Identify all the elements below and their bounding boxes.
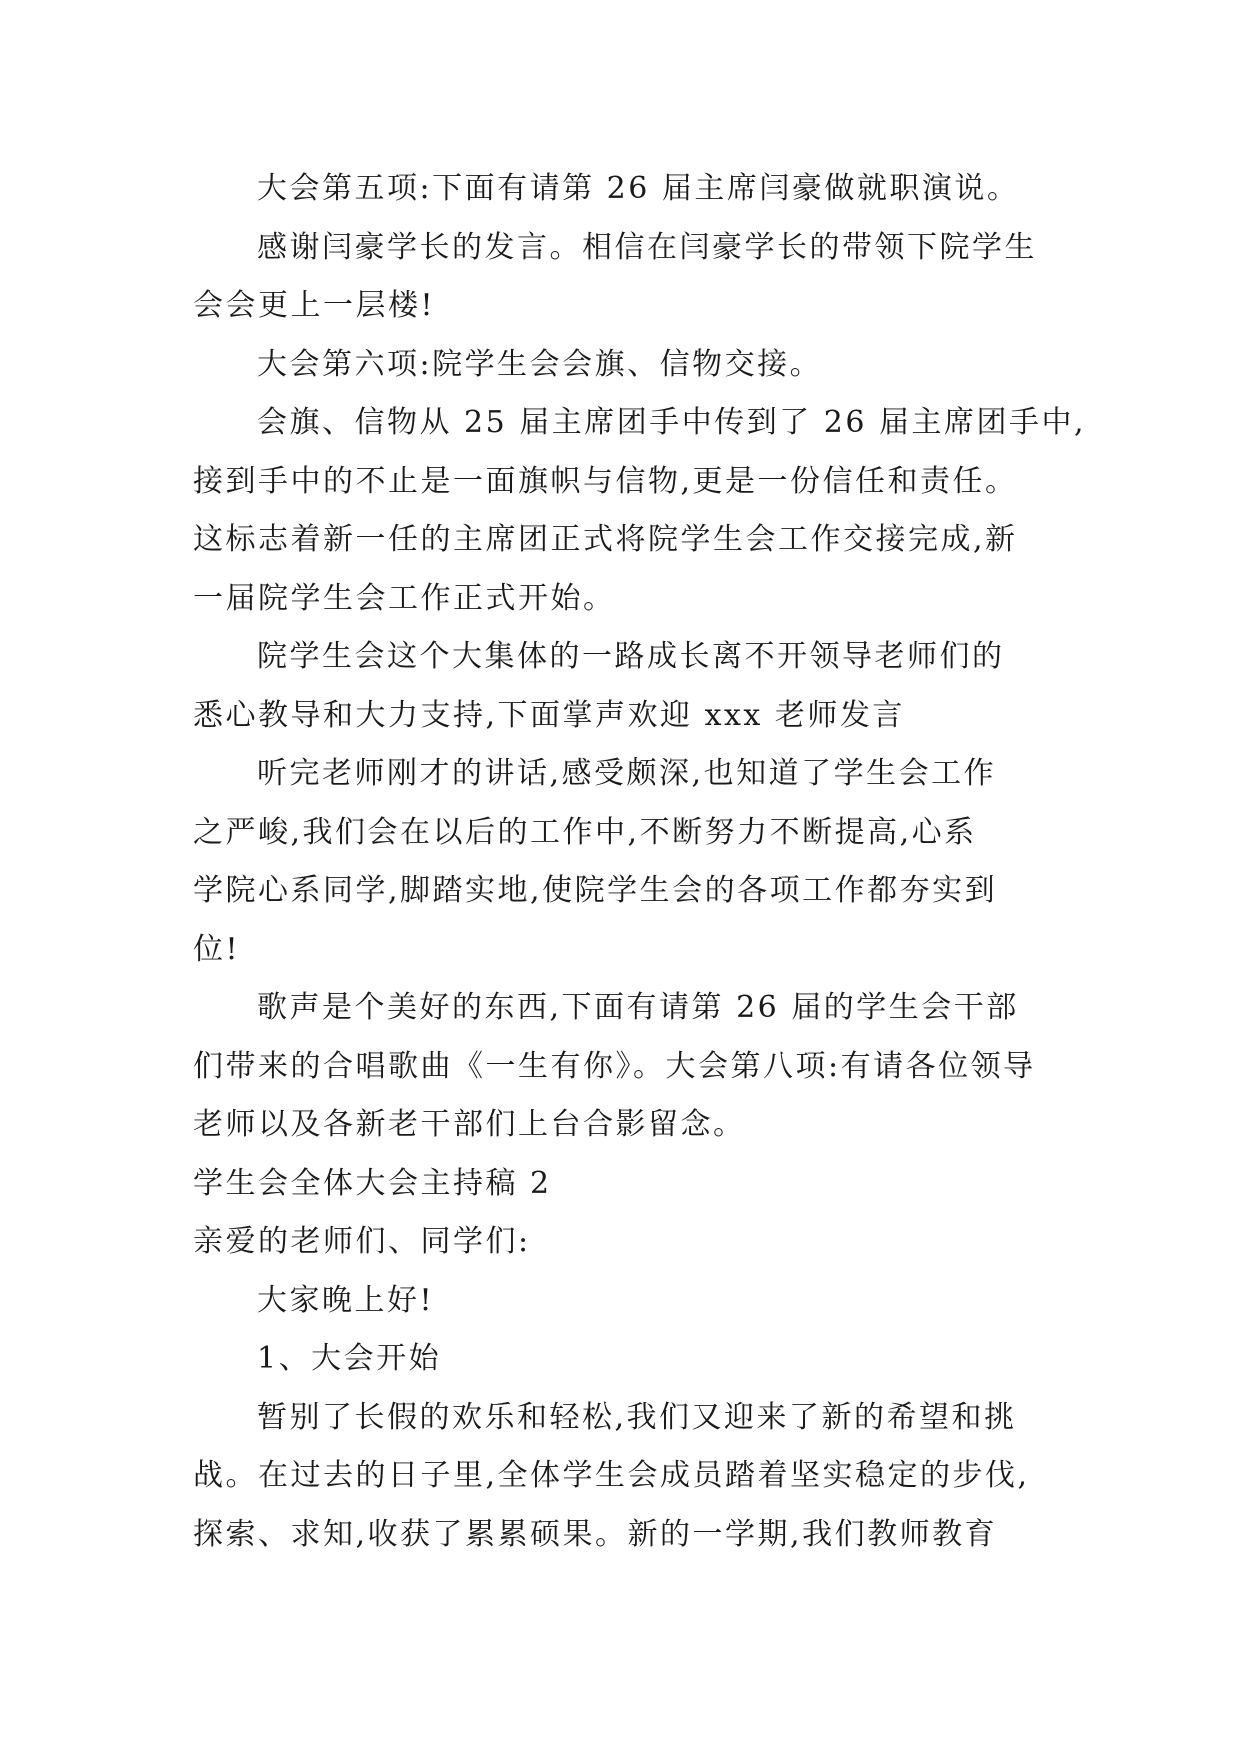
text-line: 1、大会开始 — [257, 1341, 442, 1376]
text-line: 战。在过去的日子里,全体学生会成员踏着坚实稳定的步伐, — [193, 1458, 1030, 1493]
text-line: 悉心教导和大力支持,下面掌声欢迎 xxx 老师发言 — [193, 697, 905, 733]
text-line: 学院心系同学,脚踏实地,使院学生会的各项工作都夯实到 — [193, 873, 998, 908]
text-line: 大家晚上好! — [257, 1282, 435, 1318]
text-line: 这标志着新一任的主席团正式将院学生会工作交接完成,新 — [193, 522, 1018, 557]
text-line: 探索、求知,收获了累累硕果。新的一学期,我们教师教育 — [193, 1516, 998, 1552]
text-line: 一届院学生会工作正式开始。 — [193, 580, 616, 616]
text-line: 之严峻,我们会在以后的工作中,不断努力不断提高,心系 — [193, 814, 977, 850]
text-line: 接到手中的不止是一面旗帜与信物,更是一份信任和责任。 — [193, 463, 1018, 499]
text-line: 会旗、信物从 25 届主席团手中传到了 26 届主席团手中, — [257, 405, 1087, 440]
text-line: 位! — [193, 931, 241, 967]
text-line: 亲爱的老师们、同学们: — [193, 1224, 531, 1259]
text-line: 院学生会这个大集体的一路成长离不开领导老师们的 — [257, 639, 1005, 674]
text-line: 大会第五项:下面有请第 26 届主席闫豪做就职演说。 — [257, 171, 1020, 206]
text-line: 听完老师刚才的讲话,感受颇深,也知道了学生会工作 — [257, 756, 997, 791]
text-line: 学生会全体大会主持稿 2 — [193, 1165, 552, 1201]
text-line: 老师以及各新老干部们上台合影留念。 — [193, 1107, 746, 1142]
text-line: 们带来的合唱歌曲《一生有你》。大会第八项:有请各位领导 — [193, 1048, 1036, 1084]
text-line: 会会更上一层楼! — [193, 288, 436, 323]
text-line: 感谢闫豪学长的发言。相信在闫豪学长的带领下院学生 — [257, 229, 1037, 265]
text-line: 大会第六项:院学生会会旗、信物交接。 — [257, 346, 823, 382]
document-body — [193, 160, 1087, 1564]
text-line: 暂别了长假的欢乐和轻松,我们又迎来了新的希望和挑 — [257, 1399, 1017, 1435]
text-line: 歌声是个美好的东西,下面有请第 26 届的学生会干部 — [257, 990, 1019, 1025]
